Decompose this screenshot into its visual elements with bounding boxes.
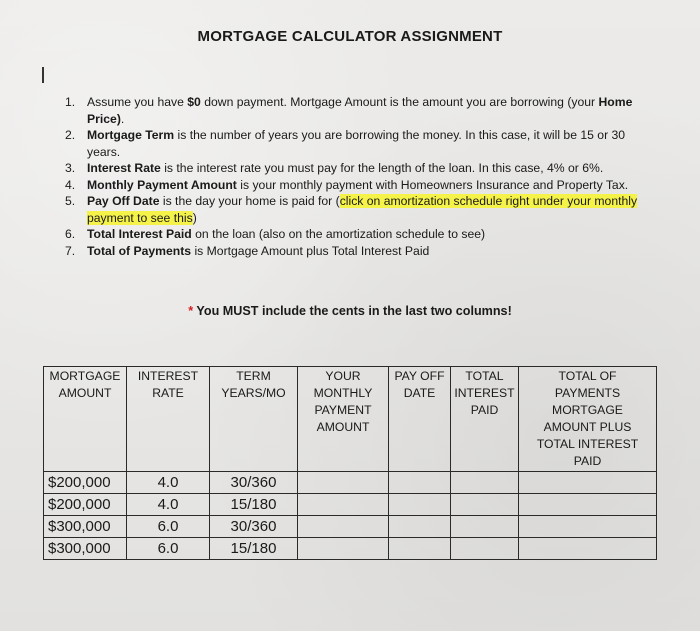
column-header-line: YOUR [325,369,361,383]
column-header [519,367,657,472]
instruction-number: 2. [65,128,76,142]
column-header-line: PAID [470,403,499,417]
table-cell: 15/180 [210,494,298,516]
instruction-text: ) [192,210,197,225]
table-cell: 6.0 [127,538,210,560]
column-header-line: TOTAL OF [558,369,617,383]
answer-cell[interactable] [451,472,519,494]
instruction-text: on the loan (also on the amortization schedule to see) [191,227,486,241]
bold-term: Total Interest Paid [87,227,192,241]
cents-note-text: You MUST include the cents in the last two columns! [196,304,512,318]
answer-cell[interactable] [389,516,451,538]
column-header-line: PAY OFF [394,369,445,383]
table-header-row [44,367,657,472]
instruction-item [55,193,640,226]
column-header-line: DATE [403,386,436,400]
instruction-text: . [120,111,125,126]
column-header-line: AMOUNT [58,386,112,400]
instruction-number: 4. [65,177,76,192]
instruction-number: 3. [65,161,76,175]
instruction-text: is Mortgage Amount plus Total Interest Paid [191,243,430,258]
column-header-line: TOTAL [465,369,504,383]
answer-cell[interactable] [298,538,389,560]
table-row [44,494,657,516]
column-header [451,367,519,472]
answer-cell[interactable] [451,494,519,516]
answer-cell[interactable] [451,516,519,538]
table-row [44,538,657,560]
page-title: MORTGAGE CALCULATOR ASSIGNMENT [197,28,503,45]
column-header-line: TOTAL INTEREST [536,437,639,451]
bold-term: Home Price) [87,95,633,126]
table-cell: $300,000 [44,538,127,560]
column-header [210,367,298,472]
column-header-line: MORTGAGE [552,403,623,417]
answer-cell[interactable] [298,494,389,516]
answer-cell[interactable] [519,538,657,560]
column-header [44,367,127,472]
answer-cell[interactable] [519,494,657,516]
instruction-text: is the day your home is paid for ( [159,194,340,208]
table-cell: 6.0 [127,516,210,538]
instruction-text: is the number of years you are borrowing the money. In this case, it will be 15 or 30 years. [87,128,626,159]
answer-cell[interactable] [298,516,389,538]
instruction-item [55,226,640,243]
answer-cell[interactable] [298,472,389,494]
text-cursor [42,67,44,83]
table-cell: $200,000 [44,494,127,516]
answer-cell[interactable] [519,472,657,494]
column-header-line: INTEREST [454,386,515,400]
column-header-line: INTEREST [137,369,199,383]
column-header [389,367,451,472]
instruction-number: 6. [65,227,76,241]
column-header-line: AMOUNT [316,420,370,434]
instruction-text: is the interest rate you must pay for the length of the loan. In this case, 4% or 6%. [160,161,604,175]
instruction-item [55,243,640,260]
bold-term: Mortgage Term [87,128,175,142]
table-cell: 15/180 [210,538,298,560]
table-cell: 4.0 [127,494,210,516]
answer-cell[interactable] [389,538,451,560]
answer-cell[interactable] [451,538,519,560]
mortgage-table [43,366,657,560]
instruction-text: down payment. Mortgage Amount is the amount you are borrowing (your [200,95,599,109]
column-header-line: PAYMENT [314,403,372,417]
instruction-item [55,127,640,160]
bold-term: Pay Off Date [87,194,160,208]
bold-term: Total of Payments [87,243,192,258]
table-cell: 30/360 [210,516,298,538]
highlighted-text: click on amortization schedule right under your monthly payment to see this [87,194,638,225]
column-header [127,367,210,472]
column-header-line: PAYMENTS [554,386,621,400]
table-row [44,472,657,494]
table-row [44,516,657,538]
table-cell: 4.0 [127,472,210,494]
answer-cell[interactable] [519,516,657,538]
table-cell: 30/360 [210,472,298,494]
instruction-number: 1. [65,95,76,109]
column-header-line: MORTGAGE [49,369,121,383]
table-cell: $300,000 [44,516,127,538]
column-header-line: AMOUNT PLUS [543,420,632,434]
instruction-item [55,160,640,177]
instruction-number: 7. [65,243,76,258]
instruction-number: 5. [65,194,76,208]
bold-term: Interest Rate [87,161,161,175]
instruction-item [55,177,640,194]
instructions-list [55,94,640,259]
column-header-line: RATE [152,386,184,400]
column-header-line: YEARS/MO [221,386,286,400]
instruction-item [55,94,640,127]
column-header [298,367,389,472]
column-header-line: MONTHLY [313,386,373,400]
cents-note [0,304,700,318]
answer-cell[interactable] [389,494,451,516]
instruction-text: Assume you have [87,95,188,109]
instruction-text: is your monthly payment with Homeowners Insurance and Property Tax. [236,177,629,192]
asterisk-icon: * [188,304,194,318]
column-header-line: TERM [236,369,271,383]
answer-cell[interactable] [389,472,451,494]
table-cell: $200,000 [44,472,127,494]
bold-term: Monthly Payment Amount [87,177,237,192]
bold-term: $0 [187,95,201,109]
column-header-line: PAID [573,454,602,468]
